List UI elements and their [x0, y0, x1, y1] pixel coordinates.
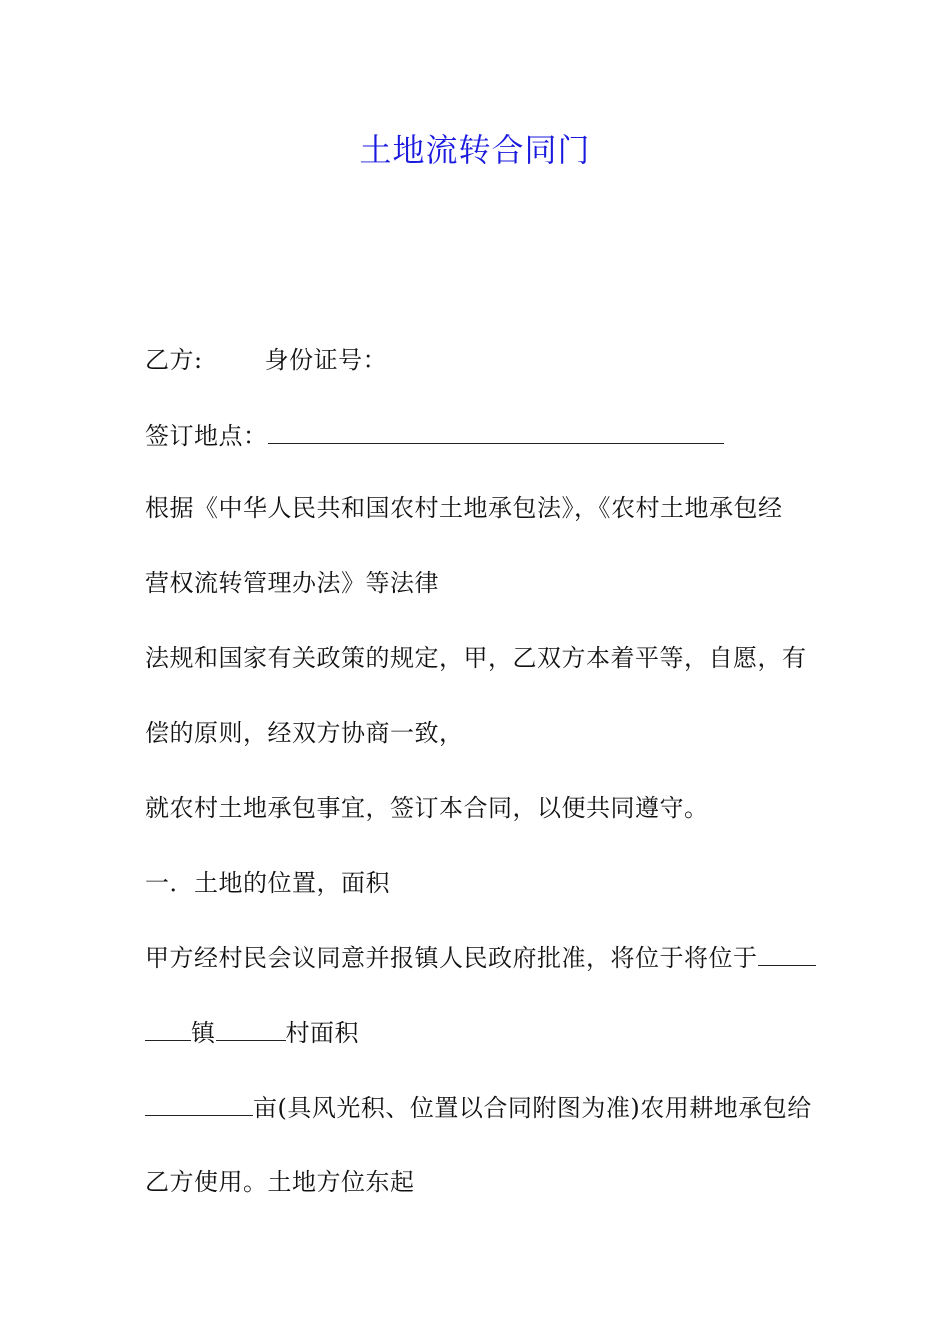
village-area-label: 村面积	[285, 1019, 359, 1047]
signing-place-blank	[268, 421, 724, 444]
area-blank	[145, 1093, 253, 1116]
signing-place-label: 签订地点：	[145, 422, 268, 450]
paragraph-line: 法规和国家有关政策的规定，甲，乙双方本着平等，自愿，有	[145, 644, 807, 672]
paragraph-line	[145, 942, 816, 974]
paragraph-line	[145, 1017, 359, 1049]
signing-place-line	[145, 420, 724, 452]
paragraph-line	[145, 1092, 812, 1124]
document-title: 土地流转合同门	[359, 131, 591, 169]
paragraph-line: 就农村土地承包事宜，签订本合同，以便共同遵守。	[145, 794, 709, 822]
paragraph-line: 乙方使用。土地方位东起	[145, 1168, 415, 1196]
paragraph-line: 根据《中华人民共和国农村土地承包法》，《农村土地承包经	[145, 494, 783, 522]
section-heading: 一．土地的位置，面积	[145, 869, 390, 897]
paragraph-line: 偿的原则，经双方协商一致，	[145, 719, 464, 747]
location-blank	[145, 1018, 191, 1041]
location-blank	[758, 943, 816, 966]
party-b-label: 乙方:	[145, 346, 203, 374]
id-number-label: 身份证号：	[264, 346, 388, 374]
paragraph-text: 亩(具风光积、位置以合同附图为准)农用耕地承包给	[253, 1094, 812, 1122]
paragraph-text: 甲方经村民会议同意并报镇人民政府批准，将位于将位于	[145, 944, 758, 972]
village-blank	[216, 1018, 286, 1041]
party-b-line	[145, 344, 387, 376]
town-label: 镇	[191, 1019, 216, 1047]
paragraph-line: 营权流转管理办法》等法律	[145, 569, 439, 597]
